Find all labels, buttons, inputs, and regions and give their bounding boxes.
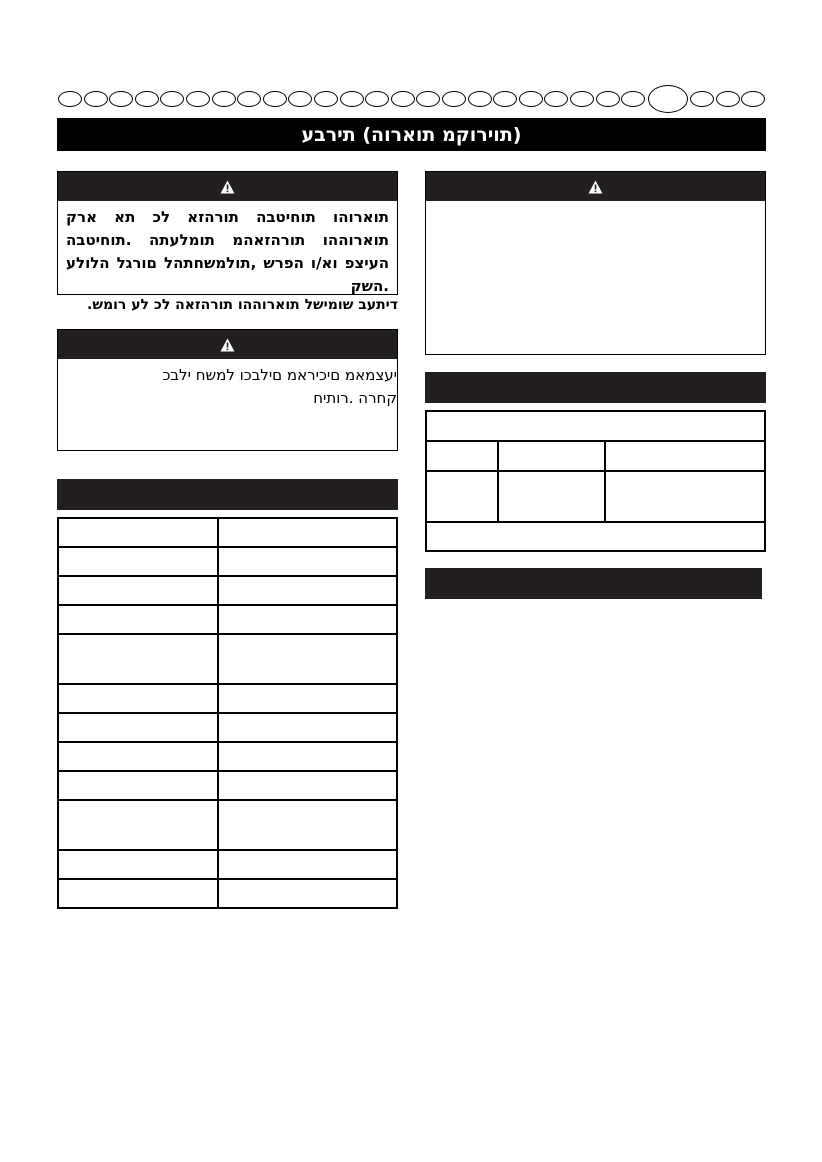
warning-icon <box>588 180 603 194</box>
page-title-text: (תוירוקמ תוארוה) תירבע <box>301 123 522 146</box>
warning-box-1 <box>57 171 398 295</box>
warning-text: תוארוהו תוחיטבה תורהזא לכ תא ארק תוארוההו תורהזאהמ תומלעתה .תוחיטבה העיצפ וא/ו הפרש ,תולמשחתהל םורגל הלולע .השק <box>66 208 389 295</box>
table-row <box>426 522 765 551</box>
warning-box-3 <box>425 171 766 355</box>
language-tab <box>365 91 389 107</box>
language-tab <box>340 91 364 107</box>
language-tab <box>716 91 740 107</box>
language-tab <box>468 91 492 107</box>
table-cell <box>218 850 397 879</box>
language-tab-active <box>648 85 688 113</box>
table-cell <box>58 800 218 850</box>
language-tab <box>519 91 543 107</box>
table-row <box>58 800 397 850</box>
language-tab <box>237 91 261 107</box>
language-tab <box>741 91 765 107</box>
table-cell <box>218 800 397 850</box>
table-cell <box>58 518 218 547</box>
language-tab <box>288 91 312 107</box>
table-cell <box>58 771 218 800</box>
table-cell <box>605 471 765 522</box>
section-header-bar <box>425 372 766 403</box>
warning-box-2 <box>57 329 398 451</box>
table-cell <box>218 576 397 605</box>
section-header-bar <box>57 479 398 510</box>
warning-icon <box>220 338 235 352</box>
table-cell <box>218 634 397 684</box>
language-tab <box>212 91 236 107</box>
table-cell <box>58 634 218 684</box>
language-tab <box>416 91 440 107</box>
language-tab <box>544 91 568 107</box>
warning-text: יעצמאמ םיכיראמ םילבכו למשח ילבכ קחרה .רותיח <box>162 366 397 407</box>
language-tab <box>84 91 108 107</box>
warning-header <box>58 330 397 359</box>
language-tab <box>314 91 338 107</box>
table-cell <box>218 713 397 742</box>
table-cell <box>58 850 218 879</box>
table-cell <box>58 713 218 742</box>
table-row <box>426 441 765 471</box>
warning-icon <box>220 180 235 194</box>
table-cell <box>218 684 397 713</box>
language-tab <box>442 91 466 107</box>
warning-header <box>426 172 765 201</box>
table-cell <box>58 684 218 713</box>
language-tab <box>493 91 517 107</box>
table-cell <box>498 441 605 471</box>
table-cell <box>426 441 498 471</box>
table-cell <box>426 471 498 522</box>
table-cell <box>58 879 218 908</box>
language-tab <box>135 91 159 107</box>
table-row <box>58 634 397 684</box>
table-cell <box>426 522 765 551</box>
language-tab <box>263 91 287 107</box>
language-tab <box>58 91 82 107</box>
table-cell <box>498 471 605 522</box>
language-tab <box>570 91 594 107</box>
table-row <box>58 547 397 576</box>
info-table <box>425 410 766 552</box>
language-tab <box>621 91 645 107</box>
table-cell <box>218 518 397 547</box>
table-row <box>58 713 397 742</box>
language-tab <box>160 91 184 107</box>
table-cell <box>218 879 397 908</box>
table-cell <box>58 742 218 771</box>
table-row <box>58 684 397 713</box>
language-tab <box>690 91 714 107</box>
table-row <box>58 518 397 547</box>
table-row <box>58 605 397 634</box>
specifications-table <box>57 517 398 909</box>
section-header-bar <box>425 568 762 599</box>
table-cell <box>426 411 765 441</box>
table-cell <box>605 441 765 471</box>
table-cell <box>58 547 218 576</box>
language-tab <box>109 91 133 107</box>
table-cell <box>58 605 218 634</box>
table-row <box>58 742 397 771</box>
warning-header <box>58 172 397 201</box>
table-cell <box>218 547 397 576</box>
language-tab <box>391 91 415 107</box>
table-cell <box>218 771 397 800</box>
table-row <box>58 879 397 908</box>
table-row <box>426 411 765 441</box>
table-row <box>426 471 765 522</box>
table-cell <box>218 742 397 771</box>
warning-footnote: דיתעב שומישל תוארוההו תורהזאה לכ לע רומש. <box>87 297 398 313</box>
language-tab <box>596 91 620 107</box>
language-tabs <box>58 85 766 115</box>
table-row <box>58 576 397 605</box>
language-tab <box>186 91 210 107</box>
table-cell <box>58 576 218 605</box>
page-title <box>57 118 766 151</box>
table-row <box>58 850 397 879</box>
table-row <box>58 771 397 800</box>
table-cell <box>218 605 397 634</box>
